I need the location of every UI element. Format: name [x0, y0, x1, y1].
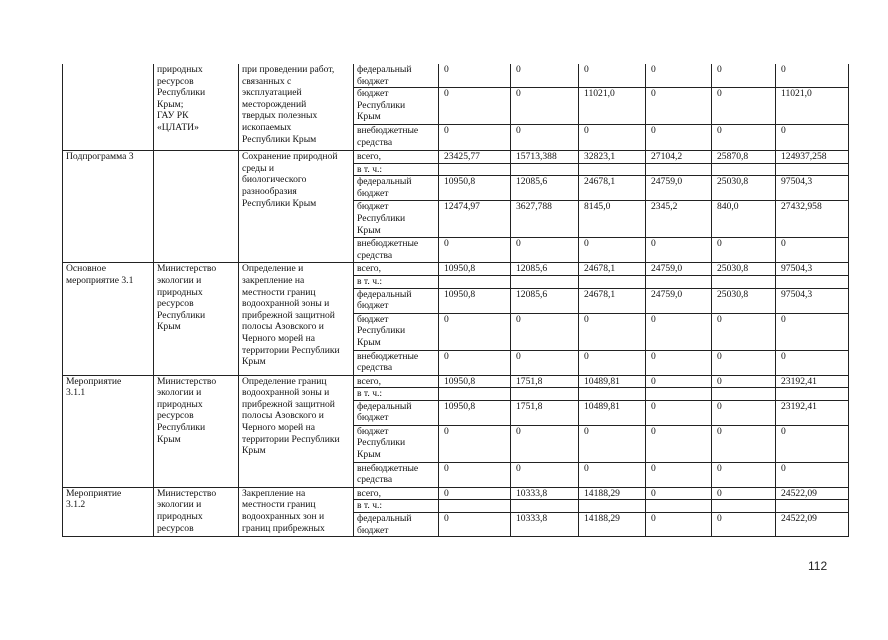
value-cell: 0: [712, 375, 776, 388]
value-cell: 14188,29: [579, 512, 646, 536]
value-cell: 0: [712, 512, 776, 536]
value-cell: 23425,77: [439, 151, 511, 164]
value-cell: 0: [776, 64, 849, 88]
value-cell: 0: [439, 462, 511, 487]
source-label-cell: внебюджетные средства: [354, 462, 439, 487]
source-label-cell: бюджет Республики Крым: [354, 425, 439, 462]
value-cell: 0: [646, 487, 712, 500]
budget-table: [62, 64, 849, 537]
value-cell: 97504,3: [776, 288, 849, 313]
table-body: [63, 64, 849, 537]
value-cell: 12085,6: [511, 288, 579, 313]
value-cell: 97504,3: [776, 263, 849, 276]
block-title-cell: Мероприятие 3.1.1: [63, 375, 154, 487]
value-cell: [712, 388, 776, 401]
value-cell: 0: [646, 64, 712, 88]
source-label-cell: в т. ч.:: [354, 163, 439, 176]
value-cell: 24759,0: [646, 176, 712, 201]
source-label-cell: всего,: [354, 375, 439, 388]
value-cell: 24678,1: [579, 263, 646, 276]
value-cell: 0: [579, 462, 646, 487]
value-cell: 0: [511, 313, 579, 350]
value-cell: 0: [579, 238, 646, 263]
value-cell: 12085,6: [511, 176, 579, 201]
source-label-cell: всего,: [354, 487, 439, 500]
value-cell: 0: [439, 88, 511, 125]
value-cell: 15713,388: [511, 151, 579, 164]
value-cell: 0: [712, 350, 776, 375]
source-label-cell: бюджет Республики Крым: [354, 313, 439, 350]
executor-cell: природных ресурсов Республики Крым; ГАУ РК «ЦЛАТИ»: [154, 64, 239, 151]
source-label-cell: бюджет Республики Крым: [354, 88, 439, 125]
value-cell: 0: [646, 462, 712, 487]
value-cell: [439, 275, 511, 288]
value-cell: 0: [712, 125, 776, 151]
value-cell: 0: [646, 238, 712, 263]
value-cell: 3627,788: [511, 201, 579, 238]
source-label-cell: внебюджетные средства: [354, 350, 439, 375]
value-cell: 10333,8: [511, 512, 579, 536]
value-cell: [712, 163, 776, 176]
page-number: 112: [808, 559, 828, 573]
value-cell: 0: [712, 88, 776, 125]
value-cell: 0: [511, 462, 579, 487]
value-cell: [646, 500, 712, 513]
value-cell: [439, 163, 511, 176]
source-label-cell: бюджет Республики Крым: [354, 201, 439, 238]
source-label-cell: федеральный бюджет: [354, 400, 439, 425]
value-cell: 24522,09: [776, 487, 849, 500]
source-label-cell: в т. ч.:: [354, 388, 439, 401]
value-cell: 0: [646, 512, 712, 536]
value-cell: 25030,8: [712, 288, 776, 313]
value-cell: [776, 275, 849, 288]
value-cell: 11021,0: [579, 88, 646, 125]
value-cell: [646, 388, 712, 401]
value-cell: 11021,0: [776, 88, 849, 125]
table-row: [63, 64, 849, 88]
value-cell: 0: [712, 425, 776, 462]
value-cell: [579, 388, 646, 401]
value-cell: 0: [579, 313, 646, 350]
source-label-cell: федеральный бюджет: [354, 64, 439, 88]
source-label-cell: внебюджетные средства: [354, 238, 439, 263]
value-cell: [776, 163, 849, 176]
value-cell: [511, 500, 579, 513]
value-cell: 0: [646, 313, 712, 350]
value-cell: [712, 275, 776, 288]
value-cell: 0: [776, 313, 849, 350]
value-cell: 0: [439, 350, 511, 375]
value-cell: 0: [439, 425, 511, 462]
value-cell: 10489,81: [579, 400, 646, 425]
value-cell: 25870,8: [712, 151, 776, 164]
value-cell: [439, 388, 511, 401]
value-cell: 0: [511, 350, 579, 375]
table-row: [63, 487, 849, 500]
description-cell: Закрепление на местности границ водоохранных зон и границ прибрежных: [239, 487, 354, 536]
value-cell: 0: [511, 425, 579, 462]
value-cell: 0: [776, 125, 849, 151]
value-cell: 0: [511, 125, 579, 151]
executor-cell: Министерство экологии и природных ресурсов Республики Крым: [154, 263, 239, 375]
value-cell: 0: [712, 400, 776, 425]
block-title-cell: Мероприятие 3.1.2: [63, 487, 154, 536]
value-cell: 12474,97: [439, 201, 511, 238]
value-cell: [712, 500, 776, 513]
value-cell: 25030,8: [712, 263, 776, 276]
value-cell: 840,0: [712, 201, 776, 238]
value-cell: 24759,0: [646, 288, 712, 313]
executor-cell: [154, 151, 239, 263]
value-cell: 0: [439, 487, 511, 500]
value-cell: 25030,8: [712, 176, 776, 201]
block-title-cell: Подпрограмма 3: [63, 151, 154, 263]
value-cell: 0: [646, 425, 712, 462]
value-cell: 0: [776, 462, 849, 487]
value-cell: 24678,1: [579, 288, 646, 313]
source-label-cell: всего,: [354, 151, 439, 164]
value-cell: 14188,29: [579, 487, 646, 500]
value-cell: 0: [579, 125, 646, 151]
value-cell: 0: [712, 64, 776, 88]
source-label-cell: федеральный бюджет: [354, 512, 439, 536]
source-label-cell: федеральный бюджет: [354, 176, 439, 201]
value-cell: 32823,1: [579, 151, 646, 164]
value-cell: [776, 500, 849, 513]
value-cell: 0: [646, 350, 712, 375]
value-cell: 27104,2: [646, 151, 712, 164]
value-cell: 0: [439, 125, 511, 151]
value-cell: 10950,8: [439, 263, 511, 276]
value-cell: 10950,8: [439, 288, 511, 313]
value-cell: 0: [579, 425, 646, 462]
value-cell: [511, 163, 579, 176]
value-cell: 24522,09: [776, 512, 849, 536]
value-cell: 0: [776, 350, 849, 375]
value-cell: 0: [511, 238, 579, 263]
value-cell: [579, 163, 646, 176]
value-cell: 2345,2: [646, 201, 712, 238]
value-cell: 97504,3: [776, 176, 849, 201]
value-cell: 0: [646, 375, 712, 388]
value-cell: 24759,0: [646, 263, 712, 276]
value-cell: [439, 500, 511, 513]
value-cell: 0: [712, 238, 776, 263]
value-cell: 0: [579, 350, 646, 375]
source-label-cell: внебюджетные средства: [354, 125, 439, 151]
description-cell: при проведении работ, связанных с эксплуатацией месторождений твердых полезных ископаемых Республики Крым: [239, 64, 354, 151]
value-cell: 23192,41: [776, 375, 849, 388]
table-row: [63, 263, 849, 276]
value-cell: 0: [712, 313, 776, 350]
description-cell: Сохранение природной среды и биологического разнообразия Республики Крым: [239, 151, 354, 263]
value-cell: 10489,81: [579, 375, 646, 388]
block-title-cell: Основное мероприятие 3.1: [63, 263, 154, 375]
value-cell: 0: [579, 64, 646, 88]
value-cell: 0: [646, 88, 712, 125]
value-cell: 27432,958: [776, 201, 849, 238]
block-title-cell: [63, 64, 154, 151]
value-cell: 12085,6: [511, 263, 579, 276]
value-cell: [646, 275, 712, 288]
value-cell: 0: [776, 238, 849, 263]
value-cell: 0: [712, 487, 776, 500]
value-cell: 24678,1: [579, 176, 646, 201]
value-cell: [511, 275, 579, 288]
value-cell: 10333,8: [511, 487, 579, 500]
source-label-cell: всего,: [354, 263, 439, 276]
value-cell: [579, 275, 646, 288]
source-label-cell: федеральный бюджет: [354, 288, 439, 313]
table-row: [63, 151, 849, 164]
value-cell: 23192,41: [776, 400, 849, 425]
value-cell: [579, 500, 646, 513]
value-cell: 0: [712, 462, 776, 487]
source-label-cell: в т. ч.:: [354, 275, 439, 288]
value-cell: 0: [646, 125, 712, 151]
value-cell: 0: [511, 88, 579, 125]
value-cell: 8145,0: [579, 201, 646, 238]
value-cell: 0: [511, 64, 579, 88]
value-cell: 0: [439, 512, 511, 536]
table-row: [63, 375, 849, 388]
value-cell: 1751,8: [511, 375, 579, 388]
value-cell: 1751,8: [511, 400, 579, 425]
value-cell: 0: [439, 64, 511, 88]
description-cell: Определение границ водоохранной зоны и прибрежной защитной полосы Азовского и Черного морей на территории Республики Крым: [239, 375, 354, 487]
executor-cell: Министерство экологии и природных ресурсов: [154, 487, 239, 536]
executor-cell: Министерство экологии и природных ресурсов Республики Крым: [154, 375, 239, 487]
value-cell: 0: [439, 238, 511, 263]
value-cell: [511, 388, 579, 401]
description-cell: Определение и закрепление на местности границ водоохранной зоны и прибрежной защитной полосы Азовского и Черного морей на территории Республики Крым: [239, 263, 354, 375]
value-cell: [776, 388, 849, 401]
value-cell: 124937,258: [776, 151, 849, 164]
value-cell: 10950,8: [439, 400, 511, 425]
value-cell: 0: [646, 400, 712, 425]
value-cell: 0: [439, 313, 511, 350]
value-cell: [646, 163, 712, 176]
value-cell: 0: [776, 425, 849, 462]
value-cell: 10950,8: [439, 375, 511, 388]
value-cell: 10950,8: [439, 176, 511, 201]
source-label-cell: в т. ч.:: [354, 500, 439, 513]
